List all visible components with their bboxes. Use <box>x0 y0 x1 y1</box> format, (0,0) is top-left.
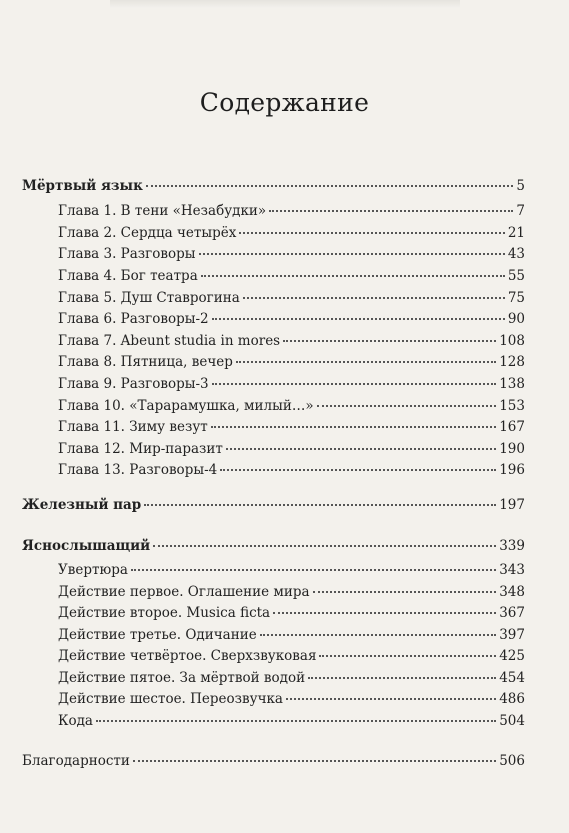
leader-dots <box>283 339 496 342</box>
toc-entry <box>22 626 525 644</box>
toc-entry <box>22 604 525 622</box>
toc-entry-label: Глава 7. Abeunt studia in mores <box>58 333 281 349</box>
toc-entry-label: Глава 4. Бог театра <box>58 268 198 284</box>
toc-entry <box>22 561 525 579</box>
toc-entry-label: Железный пар <box>22 497 142 513</box>
toc-entry-label: Глава 5. Душ Ставрогина <box>58 290 240 306</box>
toc-entry <box>22 375 525 393</box>
leader-dots <box>313 590 497 593</box>
leader-dots <box>308 676 496 679</box>
toc-entry-label: Глава 2. Сердца четырёх <box>58 225 237 241</box>
toc-entry-page: 5 <box>516 178 525 194</box>
toc-entry-page: 190 <box>499 441 525 457</box>
leader-dots <box>243 296 505 299</box>
toc-entry <box>22 397 525 415</box>
toc-entry-label: Глава 11. Зиму везут <box>58 419 208 435</box>
leader-dots <box>239 231 504 234</box>
toc-entry <box>22 353 525 371</box>
toc-entry <box>22 440 525 458</box>
toc-entry <box>22 267 525 285</box>
show-through-shadow <box>110 0 460 8</box>
toc-entry <box>22 690 525 708</box>
leader-dots <box>211 425 496 428</box>
toc-entry-label: Мёртвый язык <box>22 178 143 194</box>
toc-entry-label: Действие шестое. Переозвучка <box>58 691 283 707</box>
toc-entry-label: Глава 9. Разговоры-3 <box>58 376 209 392</box>
toc-entry-page: 367 <box>499 605 525 621</box>
toc-entry-label: Глава 6. Разговоры-2 <box>58 311 209 327</box>
toc-entry-page: 196 <box>499 462 525 478</box>
page-title: Содержание <box>199 88 370 117</box>
leader-dots <box>269 209 513 212</box>
toc-entry-label: Глава 10. «Тарарамушка, милый…» <box>58 398 314 414</box>
toc-entry-label: Кода <box>58 713 93 729</box>
toc-entry-page: 197 <box>499 497 525 513</box>
toc-entry-page: 153 <box>499 398 525 414</box>
toc-entry <box>22 647 525 665</box>
toc-entry <box>22 669 525 687</box>
toc-entry-page: 90 <box>507 311 525 327</box>
toc-entry-page: 348 <box>499 584 525 600</box>
toc-entry-label: Благодарности <box>22 753 130 769</box>
leader-dots <box>260 633 497 636</box>
leader-dots <box>273 611 496 614</box>
toc-entry-label: Глава 3. Разговоры <box>58 246 196 262</box>
toc-entry-page: 128 <box>499 354 525 370</box>
toc-entry-page: 343 <box>499 562 525 578</box>
toc-entry <box>22 332 525 350</box>
leader-dots <box>317 404 497 407</box>
toc-entry <box>22 245 525 263</box>
toc-entry-page: 7 <box>516 203 525 219</box>
toc-entry-page: 21 <box>507 225 525 241</box>
toc-entry <box>22 177 525 195</box>
toc-entry-label: Увертюра <box>58 562 128 578</box>
leader-dots <box>153 544 496 547</box>
toc-entry-page: 506 <box>499 753 525 769</box>
toc-entry-label: Действие четвёртое. Сверхзвуковая <box>58 648 317 664</box>
toc-entry-label: Глава 12. Мир-паразит <box>58 441 223 457</box>
leader-dots <box>201 274 505 277</box>
toc-entry <box>22 712 525 730</box>
leader-dots <box>144 503 496 506</box>
leader-dots <box>133 759 496 762</box>
toc-entry-page: 167 <box>499 419 525 435</box>
leader-dots <box>212 382 497 385</box>
toc-entry-label: Действие третье. Одичание <box>58 627 257 643</box>
leader-dots <box>226 447 496 450</box>
leader-dots <box>220 468 496 471</box>
toc-entry-page: 138 <box>499 376 525 392</box>
toc-entry-page: 55 <box>507 268 525 284</box>
leader-dots <box>212 317 505 320</box>
leader-dots <box>199 252 505 255</box>
leader-dots <box>96 719 496 722</box>
toc-entry-page: 43 <box>507 246 525 262</box>
toc-entry <box>22 537 525 555</box>
toc-entry <box>22 289 525 307</box>
toc-entry-page: 75 <box>507 290 525 306</box>
toc-entry-page: 504 <box>499 713 525 729</box>
toc-entry-page: 425 <box>499 648 525 664</box>
toc-entry-page: 454 <box>499 670 525 686</box>
toc-entry-label: Яснослышащий <box>22 538 151 554</box>
toc-entry-page: 486 <box>499 691 525 707</box>
leader-dots <box>131 568 496 571</box>
toc-entry-page: 339 <box>499 538 525 554</box>
toc-entry-label: Глава 13. Разговоры-4 <box>58 462 218 478</box>
leader-dots <box>146 184 514 187</box>
toc-entry-label: Действие второе. Musica ficta <box>58 605 271 621</box>
toc-entry <box>22 583 525 601</box>
toc-entry <box>22 310 525 328</box>
toc-entry <box>22 496 525 514</box>
toc-entry <box>22 202 525 220</box>
toc-entry-label: Действие пятое. За мёртвой водой <box>58 670 306 686</box>
leader-dots <box>319 654 496 657</box>
leader-dots <box>286 697 496 700</box>
toc-entry-page: 108 <box>499 333 525 349</box>
leader-dots <box>236 360 496 363</box>
toc-entry-label: Глава 1. В тени «Незабудки» <box>58 203 267 219</box>
toc-entry <box>22 752 525 770</box>
toc-entry <box>22 461 525 479</box>
toc-entry-label: Действие первое. Оглашение мира <box>58 584 310 600</box>
toc-entry <box>22 224 525 242</box>
toc-entry <box>22 418 525 436</box>
toc-entry-label: Глава 8. Пятница, вечер <box>58 354 233 370</box>
toc-entry-page: 397 <box>499 627 525 643</box>
